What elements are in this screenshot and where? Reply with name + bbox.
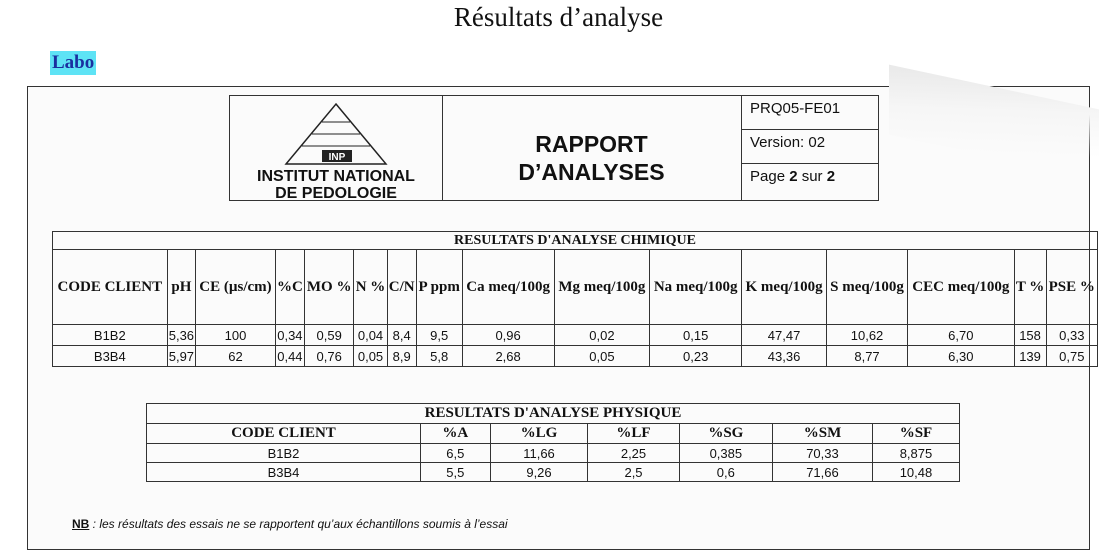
table-cell: 0,34 — [275, 325, 304, 346]
chem-col-header: pH — [167, 250, 196, 325]
table-cell: B3B4 — [53, 346, 168, 367]
table-cell: 0,96 — [462, 325, 554, 346]
table-cell: 100 — [196, 325, 276, 346]
table-row — [53, 346, 1098, 367]
table-cell: 10,48 — [872, 463, 959, 482]
table-cell: 0,385 — [679, 444, 772, 463]
chem-col-header: N % — [354, 250, 387, 325]
chem-col-header: P ppm — [416, 250, 462, 325]
chem-col-header: K meq/100g — [742, 250, 827, 325]
institute-line-1: INSTITUT NATIONAL — [257, 168, 415, 185]
table-cell: 0,33 — [1046, 325, 1097, 346]
table-cell: 6,30 — [908, 346, 1014, 367]
chemical-table-caption: RESULTATS D'ANALYSE CHIMIQUE — [53, 232, 1098, 250]
institute-name — [230, 168, 442, 202]
table-cell: 9,5 — [416, 325, 462, 346]
table-cell: 2,5 — [588, 463, 679, 482]
scanned-report — [27, 86, 1095, 550]
table-cell: 8,77 — [826, 346, 907, 367]
report-ref: PRQ05-FE01 — [742, 96, 878, 130]
table-cell: 8,875 — [872, 444, 959, 463]
table-cell: 0,76 — [304, 346, 353, 367]
chem-col-header: CEC meq/100g — [908, 250, 1014, 325]
report-title-line-1: RAPPORT — [535, 131, 648, 157]
phys-col-header: %LG — [490, 424, 588, 444]
table-cell: 43,36 — [742, 346, 827, 367]
phys-col-header: %SG — [679, 424, 772, 444]
table-cell: B3B4 — [147, 463, 421, 482]
table-cell: 47,47 — [742, 325, 827, 346]
chemical-analysis-table — [52, 231, 1098, 367]
table-cell: 0,44 — [275, 346, 304, 367]
table-row — [147, 463, 960, 482]
table-cell: 6,70 — [908, 325, 1014, 346]
inp-logo-icon — [282, 102, 390, 168]
table-cell: 10,62 — [826, 325, 907, 346]
table-cell: 5,5 — [420, 463, 490, 482]
table-cell: 0,04 — [354, 325, 387, 346]
chem-col-header: MO % — [304, 250, 353, 325]
table-cell: 0,05 — [354, 346, 387, 367]
report-meta — [742, 96, 878, 200]
table-cell: 5,8 — [416, 346, 462, 367]
table-cell: 6,5 — [420, 444, 490, 463]
physical-table-caption: RESULTATS D'ANALYSE PHYSIQUE — [147, 404, 960, 424]
table-cell: 70,33 — [773, 444, 873, 463]
phys-col-header: %A — [420, 424, 490, 444]
page-number: 2 — [789, 168, 798, 185]
footnote-label: NB — [72, 517, 90, 531]
footnote-text: : les résultats des essais ne se rapportent qu’aux échantillons soumis à l’essai — [89, 517, 508, 531]
chem-col-header: S meq/100g — [826, 250, 907, 325]
chem-col-header: %C — [275, 250, 304, 325]
table-row — [147, 444, 960, 463]
page-title: Résultats d’analyse — [453, 2, 664, 32]
table-cell: B1B2 — [53, 325, 168, 346]
report-title — [442, 96, 742, 200]
chem-col-header: Na meq/100g — [650, 250, 742, 325]
page-separator: sur — [797, 168, 827, 185]
report-version: Version: 02 — [742, 130, 878, 164]
table-cell: 0,6 — [679, 463, 772, 482]
institute-line-2: DE PEDOLOGIE — [275, 185, 397, 202]
chem-col-header: CODE CLIENT — [53, 250, 168, 325]
logo-text: INP — [328, 152, 346, 163]
labo-label: Labo — [52, 52, 95, 73]
institute-block — [230, 96, 443, 200]
page-total: 2 — [826, 168, 836, 185]
report-page — [742, 164, 878, 198]
chem-col-header: Mg meq/100g — [554, 250, 650, 325]
table-cell: 11,66 — [490, 444, 588, 463]
footnote — [72, 517, 508, 531]
phys-col-header: %SF — [872, 424, 959, 444]
phys-col-header: %SM — [773, 424, 873, 444]
table-cell: 158 — [1014, 325, 1046, 346]
table-cell: 0,02 — [554, 325, 650, 346]
table-cell: 5,97 — [167, 346, 196, 367]
table-cell: 0,59 — [304, 325, 353, 346]
chem-col-header: CE (µs/cm) — [196, 250, 276, 325]
physical-analysis-table — [146, 403, 960, 482]
table-cell: 0,23 — [650, 346, 742, 367]
table-cell: 0,75 — [1046, 346, 1097, 367]
table-cell: 62 — [196, 346, 276, 367]
report-title-line-2: D’ANALYSES — [518, 159, 665, 185]
chem-col-header: T % — [1014, 250, 1046, 325]
page-curl — [889, 65, 1099, 180]
table-cell: B1B2 — [147, 444, 421, 463]
chem-col-header: Ca meq/100g — [462, 250, 554, 325]
page-prefix: Page — [750, 168, 790, 185]
table-cell: 2,25 — [588, 444, 679, 463]
table-cell: 9,26 — [490, 463, 588, 482]
phys-col-header: CODE CLIENT — [147, 424, 421, 444]
table-cell: 5,36 — [167, 325, 196, 346]
table-cell: 8,4 — [387, 325, 416, 346]
report-header — [229, 95, 879, 201]
chem-col-header: C/N — [387, 250, 416, 325]
table-cell: 8,9 — [387, 346, 416, 367]
table-cell: 71,66 — [773, 463, 873, 482]
phys-col-header: %LF — [588, 424, 679, 444]
table-cell: 0,15 — [650, 325, 742, 346]
table-cell: 139 — [1014, 346, 1046, 367]
table-cell: 2,68 — [462, 346, 554, 367]
table-cell: 0,05 — [554, 346, 650, 367]
table-row — [53, 325, 1098, 346]
chem-col-header: PSE % — [1046, 250, 1097, 325]
